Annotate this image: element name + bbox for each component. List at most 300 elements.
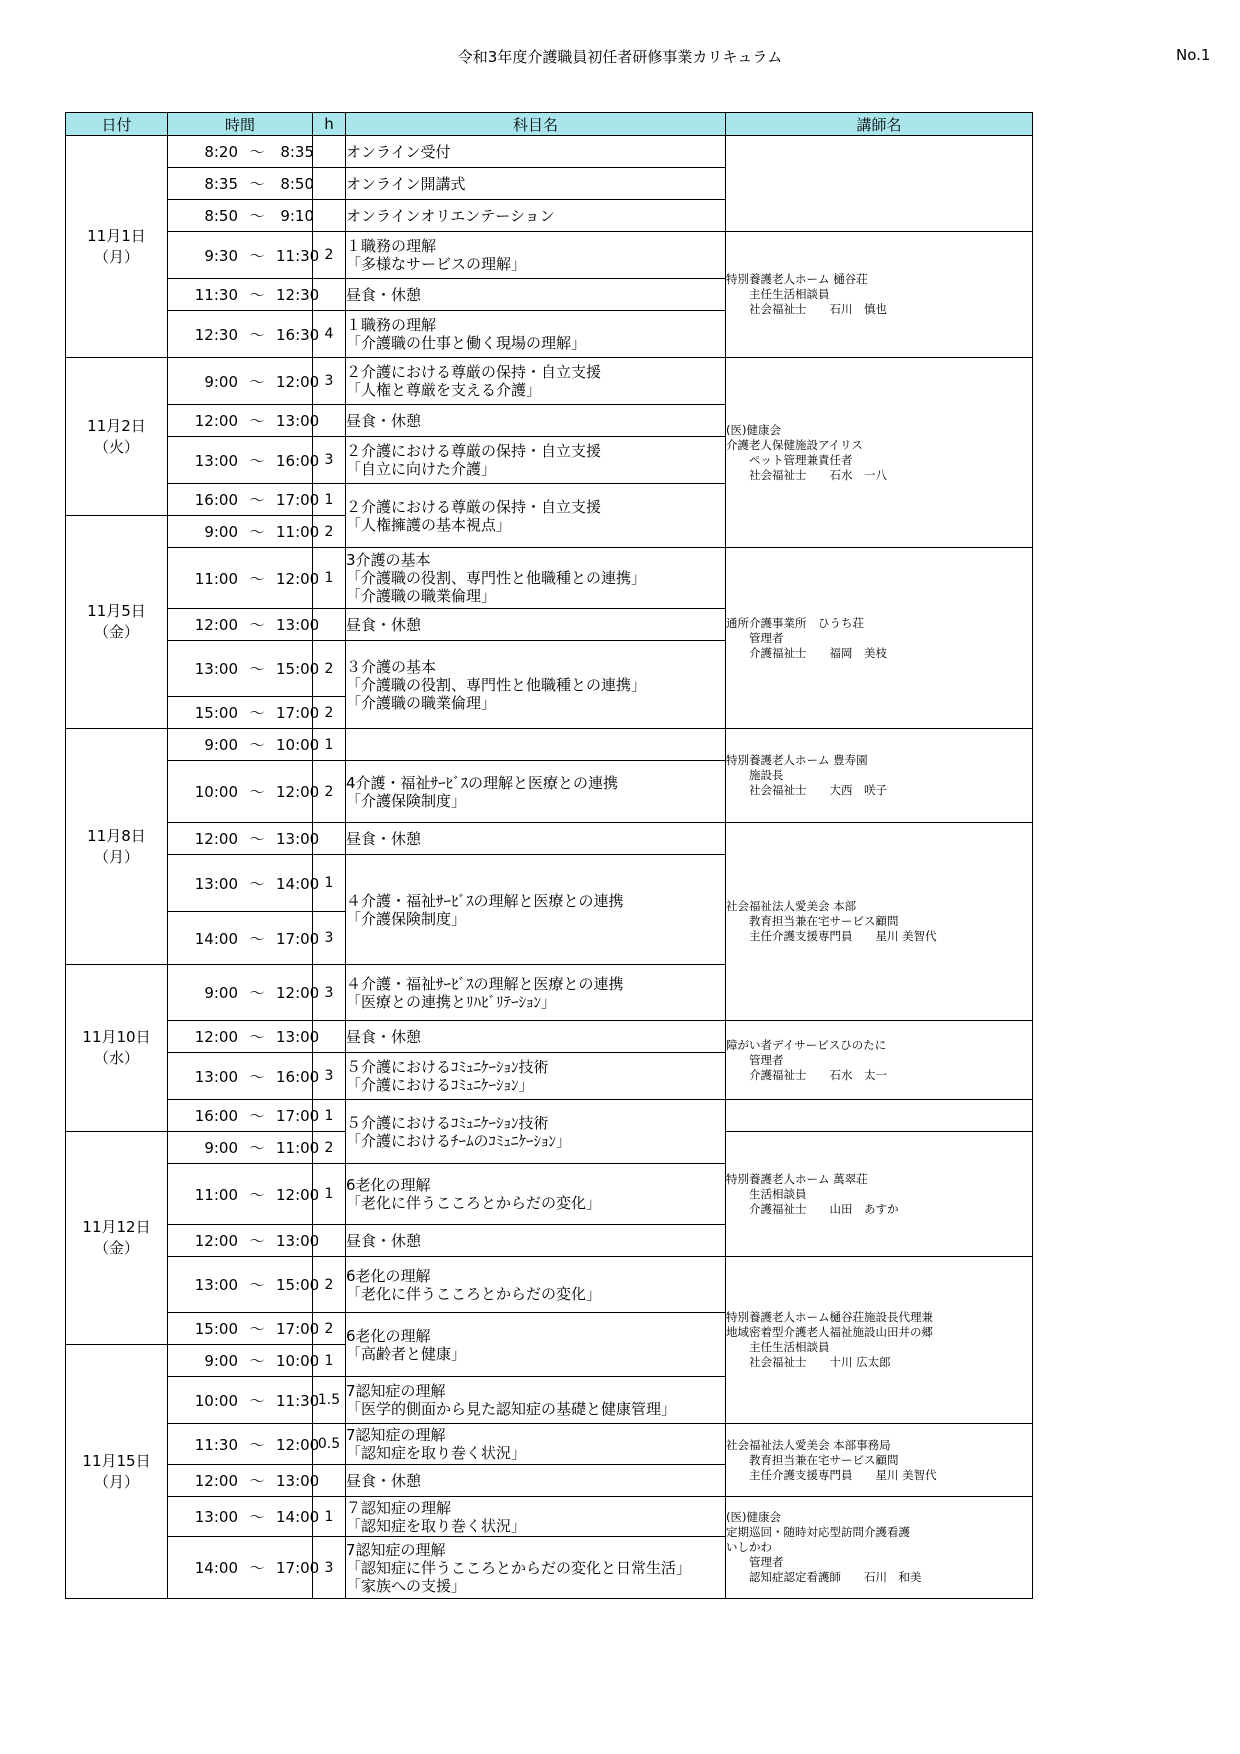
- table-row: [66, 1021, 1033, 1053]
- lecturer-line: 管理者: [726, 630, 784, 645]
- subject-line: 「認知症を取り巻く状況」: [346, 1444, 527, 1462]
- subject-line: 「介護保険制度」: [346, 791, 467, 810]
- time-end: 8:35: [280, 143, 314, 161]
- time-end: 13:00: [276, 830, 320, 848]
- subject-line: 「介護職の職業倫理」: [346, 693, 497, 712]
- time-separator: ～: [249, 736, 265, 754]
- page-number: No.1: [1176, 46, 1211, 64]
- time-cell: [168, 1132, 320, 1164]
- date-text: （月）: [93, 247, 139, 266]
- time-cell: [168, 1537, 320, 1599]
- subject-line: 「介護職の職業倫理」: [346, 587, 497, 605]
- subject-line: 「老化に伴うこころとからだの変化」: [346, 1194, 602, 1212]
- time-end: 13:00: [276, 412, 320, 430]
- subject-cell: [346, 358, 726, 405]
- curriculum-table: [65, 112, 1033, 1599]
- time-end: 13:00: [276, 1232, 320, 1250]
- time-cell: [168, 200, 313, 232]
- time-cell: [168, 729, 320, 761]
- hours-cell: 2: [313, 697, 346, 729]
- hours-cell: 2: [313, 1313, 346, 1345]
- lecturer-line: 教育担当兼在宅サービス顧問: [726, 1452, 899, 1467]
- time-separator: ～: [249, 246, 265, 265]
- lecturer-cell: [726, 232, 1033, 358]
- date-text: 11月10日: [82, 1028, 151, 1046]
- lecturer-line: (医)健康会: [726, 422, 781, 437]
- hours-cell: 1: [313, 484, 346, 516]
- time-start: 12:00: [194, 1028, 238, 1046]
- table-row: [66, 1497, 1033, 1537]
- time-start: 16:00: [194, 491, 238, 509]
- time-cell: [168, 1164, 320, 1225]
- time-separator: ～: [249, 1139, 265, 1157]
- subject-cell: [346, 1100, 726, 1164]
- subject-line: 「老化に伴うこころとからだの変化」: [346, 1284, 602, 1303]
- time-start: 12:00: [194, 830, 238, 848]
- time-cell: [168, 1257, 320, 1313]
- time-cell: [168, 168, 313, 200]
- time-separator: ～: [249, 616, 265, 634]
- date-text: （水）: [93, 1049, 139, 1067]
- lecturer-cell: [726, 1257, 1033, 1424]
- date-text: 11月1日: [87, 226, 146, 245]
- lecturer-line: 介護老人保健施設アイリス: [726, 437, 863, 452]
- lecturer-line: 施設長: [726, 768, 784, 782]
- time-start: 11:30: [194, 286, 238, 304]
- time-separator: ～: [249, 451, 265, 470]
- time-cell: [168, 405, 320, 437]
- hours-cell: 2: [313, 516, 346, 548]
- time-start: 8:35: [204, 175, 238, 193]
- subject-cell: [346, 641, 726, 729]
- time-separator: ～: [249, 984, 265, 1002]
- subject-line: 昼食・休憩: [346, 1231, 422, 1250]
- time-separator: ～: [249, 207, 265, 225]
- lecturer-line: 特別養護老人ホーム樋谷荘施設長代理兼: [726, 1310, 933, 1324]
- hours-cell: 4: [313, 311, 346, 358]
- lecturer-cell: [726, 1497, 1033, 1599]
- header-lecturer: 講師名: [726, 113, 1033, 136]
- time-end: 12:30: [276, 286, 320, 304]
- lecturer-line: 生活相談員: [726, 1186, 807, 1201]
- time-end: 16:30: [276, 325, 320, 344]
- date-text: （金）: [93, 1239, 139, 1257]
- date-text: 11月8日: [87, 826, 146, 845]
- table-row: [66, 823, 1033, 855]
- subject-line: オンライン受付: [346, 142, 451, 161]
- time-cell: [168, 1424, 320, 1465]
- subject-line: 7認知症の理解: [346, 1540, 446, 1559]
- hours-cell: 3: [313, 912, 346, 965]
- time-cell: [168, 641, 320, 697]
- time-cell: [168, 516, 320, 548]
- lecturer-line: いしかわ: [726, 1540, 772, 1554]
- time-separator: ～: [249, 175, 265, 193]
- time-start: 12:00: [194, 616, 238, 634]
- lecturer-line: 通所介護事業所 ひうち荘: [726, 615, 864, 630]
- lecturer-cell: [726, 729, 1033, 823]
- subject-line: 「介護職の役割、専門性と他職種との連携」: [346, 675, 647, 694]
- subject-cell: [346, 1257, 726, 1313]
- lecturer-line: 教育担当兼在宅サービス顧問: [726, 914, 899, 928]
- time-cell: [168, 232, 320, 279]
- time-end: 12:00: [276, 1185, 320, 1204]
- time-end: 13:00: [276, 1028, 320, 1046]
- time-start: 9:00: [204, 736, 238, 754]
- time-separator: ～: [249, 704, 265, 722]
- subject-cell: [346, 311, 726, 358]
- subject-line: オンライン開講式: [346, 174, 466, 193]
- time-separator: ～: [249, 412, 265, 430]
- lecturer-line: 社会福祉士 十川 広太郎: [726, 1355, 891, 1369]
- subject-line: オンラインオリエンテーション: [346, 206, 555, 225]
- hours-cell: [313, 168, 346, 200]
- time-end: 17:00: [276, 704, 320, 722]
- subject-cell: [346, 1164, 726, 1225]
- subject-line: 「医療との連携とﾘﾊﾋﾞﾘﾃｰｼｮﾝ」: [346, 992, 557, 1011]
- lecturer-cell: [726, 1100, 1033, 1132]
- time-cell: [168, 761, 320, 823]
- hours-cell: [313, 136, 346, 168]
- subject-line: 6老化の理解: [346, 1176, 431, 1194]
- time-start: 12:00: [194, 412, 238, 430]
- lecturer-cell: [726, 1132, 1033, 1257]
- date-cell: [66, 136, 168, 358]
- time-start: 11:00: [194, 1185, 238, 1204]
- table-row: [66, 358, 1033, 405]
- date-text: （月）: [93, 1472, 139, 1491]
- time-cell: [168, 1021, 320, 1053]
- time-end: 17:00: [276, 929, 320, 948]
- time-separator: ～: [249, 523, 265, 541]
- time-start: 13:00: [194, 874, 238, 893]
- lecturer-line: (医)健康会: [726, 1510, 781, 1524]
- subject-line: 「人権と尊厳を支える介護」: [346, 381, 542, 399]
- lecturer-line: 主任介護支援専門員 星川 美智代: [726, 929, 937, 943]
- lecturer-line: 認知症認定看護師 石川 和美: [726, 1570, 922, 1584]
- date-cell: [66, 1132, 168, 1345]
- lecturer-cell: [726, 358, 1033, 548]
- time-start: 12:00: [194, 1472, 238, 1490]
- time-start: 14:00: [194, 1559, 238, 1577]
- subject-cell: [346, 1021, 726, 1053]
- subject-line: ５介護におけるｺﾐｭﾆｹｰｼｮﾝ技術: [346, 1113, 549, 1132]
- subject-cell: [346, 1377, 726, 1424]
- lecturer-cell: [726, 823, 1033, 1021]
- date-cell: [66, 965, 168, 1132]
- time-start: 9:30: [204, 246, 238, 265]
- date-text: 11月15日: [82, 1451, 151, 1470]
- hours-cell: 1: [313, 1345, 346, 1377]
- hours-cell: [313, 200, 346, 232]
- subject-line: 7認知症の理解: [346, 1426, 446, 1444]
- time-cell: [168, 965, 320, 1021]
- time-cell: [168, 484, 320, 516]
- time-end: 10:00: [276, 1352, 320, 1370]
- lecturer-line: 障がい者デイサービスひのたに: [726, 1037, 887, 1052]
- time-start: 11:00: [194, 569, 238, 588]
- subject-cell: [346, 1313, 726, 1377]
- date-text: 11月5日: [87, 602, 146, 620]
- subject-cell: [346, 437, 726, 484]
- subject-cell: [346, 232, 726, 279]
- time-cell: [168, 1100, 320, 1132]
- hours-cell: 1: [313, 1164, 346, 1225]
- time-cell: [168, 609, 320, 641]
- subject-line: ３介護の基本: [346, 657, 437, 676]
- lecturer-line: 主任生活相談員: [726, 287, 830, 301]
- time-end: 14:00: [276, 1508, 320, 1526]
- lecturer-line: 主任介護支援専門員 星川 美智代: [726, 1467, 937, 1482]
- subject-line: 「介護職の役割、専門性と他職種との連携」: [346, 569, 647, 587]
- time-start: 9:00: [204, 1352, 238, 1370]
- date-text: （月）: [93, 847, 139, 866]
- time-start: 12:00: [194, 1232, 238, 1250]
- time-separator: ～: [249, 1067, 265, 1086]
- time-start: 9:00: [204, 984, 238, 1002]
- subject-line: ２介護における尊厳の保持・自立支援: [346, 497, 602, 516]
- time-cell: [168, 1377, 320, 1424]
- subject-cell: [346, 1225, 726, 1257]
- time-end: 11:00: [276, 523, 320, 541]
- hours-cell: 2: [313, 232, 346, 279]
- table-row: [66, 1424, 1033, 1465]
- lecturer-line: 地域密着型介護老人福祉施設山田井の郷: [726, 1325, 933, 1339]
- subject-cell: [346, 609, 726, 641]
- subject-line: 6老化の理解: [346, 1326, 431, 1345]
- time-separator: ～: [249, 143, 265, 161]
- subject-line: 「多様なサービスの理解」: [346, 255, 527, 273]
- time-separator: ～: [249, 1107, 265, 1125]
- time-end: 11:00: [276, 1139, 320, 1157]
- lecturer-line: 社会福祉法人愛美会 本部: [726, 899, 857, 913]
- subject-line: 「介護におけるｺﾐｭﾆｹｰｼｮﾝ」: [346, 1076, 534, 1094]
- time-end: 13:00: [276, 616, 320, 634]
- date-cell: [66, 516, 168, 729]
- lecturer-line: 社会福祉士 石水 一八: [726, 467, 887, 482]
- time-end: 15:00: [276, 660, 320, 678]
- subject-cell: [346, 1465, 726, 1497]
- time-end: 17:00: [276, 1320, 320, 1338]
- time-end: 16:00: [276, 451, 320, 470]
- lecturer-line: 特別養護老人ホーム 萬翠荘: [726, 1171, 868, 1186]
- time-start: 13:00: [194, 1067, 238, 1086]
- subject-line: 昼食・休憩: [346, 829, 422, 848]
- time-start: 8:20: [204, 143, 238, 161]
- subject-line: ２介護における尊厳の保持・自立支援: [346, 442, 602, 460]
- time-separator: ～: [249, 286, 265, 304]
- subject-line: １職務の理解: [346, 237, 437, 255]
- subject-line: 「自立に向けた介護」: [346, 460, 497, 478]
- time-end: 15:00: [276, 1276, 320, 1294]
- time-separator: ～: [249, 325, 265, 344]
- table-row: [66, 232, 1033, 279]
- time-end: 12:00: [276, 984, 320, 1002]
- time-start: 13:00: [194, 1508, 238, 1526]
- lecturer-line: 特別養護老人ホーム 樋谷荘: [726, 272, 868, 286]
- lecturer-line: ペット管理兼責任者: [726, 452, 853, 467]
- subject-cell: [346, 729, 726, 761]
- time-separator: ～: [249, 830, 265, 848]
- time-cell: [168, 912, 320, 965]
- time-end: 12:00: [276, 372, 320, 391]
- subject-line: 昼食・休憩: [346, 1027, 422, 1046]
- time-cell: [168, 358, 320, 405]
- subject-line: 6老化の理解: [346, 1266, 431, 1285]
- header-row: [66, 113, 1033, 136]
- date-text: 11月2日: [87, 416, 146, 435]
- lecturer-line: 社会福祉法人愛美会 本部事務局: [726, 1437, 891, 1452]
- time-start: 9:00: [204, 523, 238, 541]
- subject-line: ２介護における尊厳の保持・自立支援: [346, 363, 602, 381]
- subject-line: 「介護職の仕事と働く現場の理解」: [346, 334, 587, 352]
- lecturer-line: 介護福祉士 石水 太一: [726, 1067, 887, 1082]
- lecturer-line: 社会福祉士 大西 咲子: [726, 783, 887, 797]
- time-cell: [168, 279, 320, 311]
- subject-line: 7認知症の理解: [346, 1382, 446, 1400]
- subject-cell: [346, 761, 726, 823]
- subject-cell: [346, 484, 726, 548]
- time-start: 9:00: [204, 372, 238, 391]
- time-start: 13:00: [194, 451, 238, 470]
- table-row: [66, 729, 1033, 761]
- hours-cell: 3: [313, 1537, 346, 1599]
- subject-line: １職務の理解: [346, 316, 437, 334]
- subject-line: 昼食・休憩: [346, 285, 422, 304]
- time-start: 14:00: [194, 929, 238, 948]
- time-end: 17:00: [276, 1107, 320, 1125]
- header-hours: h: [313, 113, 346, 136]
- subject-cell: [346, 1424, 726, 1465]
- date-cell: [66, 358, 168, 516]
- hours-cell: 1: [313, 1497, 346, 1537]
- page-title: 令和3年度介護職員初任者研修事業カリキュラム: [457, 48, 783, 66]
- subject-cell: [346, 405, 726, 437]
- hours-cell: 3: [313, 437, 346, 484]
- hours-cell: 1: [313, 729, 346, 761]
- lecturer-line: 特別養護老人ホーム 豊寿園: [726, 753, 868, 767]
- time-separator: ～: [249, 1352, 265, 1370]
- hours-cell: 3: [313, 358, 346, 405]
- subject-line: 4介護・福祉ｻｰﾋﾞｽの理解と医療との連携: [346, 773, 619, 792]
- time-cell: [168, 1465, 320, 1497]
- subject-cell: [346, 1497, 726, 1537]
- time-separator: ～: [249, 1185, 265, 1204]
- header-time: 時間: [168, 113, 313, 136]
- time-separator: ～: [249, 1435, 265, 1454]
- time-start: 8:50: [204, 207, 238, 225]
- subject-cell: [346, 855, 726, 965]
- lecturer-line: 主任生活相談員: [726, 1340, 830, 1354]
- hours-cell: 2: [313, 1132, 346, 1164]
- time-cell: [168, 1497, 320, 1537]
- hours-cell: 1: [313, 548, 346, 609]
- subject-line: 3介護の基本: [346, 551, 431, 569]
- time-start: 16:00: [194, 1107, 238, 1125]
- time-start: 13:00: [194, 660, 238, 678]
- subject-line: 「介護におけるﾁｰﾑのｺﾐｭﾆｹｰｼｮﾝ」: [346, 1131, 572, 1150]
- subject-line: 「家族への支援」: [346, 1576, 467, 1595]
- time-start: 12:30: [194, 325, 238, 344]
- lecturer-cell: [726, 1424, 1033, 1497]
- subject-line: ４介護・福祉ｻｰﾋﾞｽの理解と医療との連携: [346, 974, 624, 993]
- subject-cell: [346, 965, 726, 1021]
- time-end: 17:00: [276, 1559, 320, 1577]
- time-cell: [168, 697, 320, 729]
- time-separator: ～: [249, 1276, 265, 1294]
- date-text: （火）: [93, 437, 139, 456]
- subject-cell: [346, 200, 726, 232]
- subject-line: 「認知症を取り巻く状況」: [346, 1516, 527, 1535]
- time-end: 11:30: [276, 246, 320, 265]
- time-start: 15:00: [194, 1320, 238, 1338]
- header-subject: 科目名: [346, 113, 726, 136]
- time-separator: ～: [249, 1028, 265, 1046]
- subject-cell: [346, 168, 726, 200]
- subject-cell: [346, 1537, 726, 1599]
- date-cell: [66, 1345, 168, 1599]
- time-start: 11:30: [194, 1435, 238, 1454]
- hours-cell: 1.5: [313, 1377, 346, 1424]
- subject-line: 昼食・休憩: [346, 1471, 422, 1490]
- time-end: 14:00: [276, 874, 320, 893]
- time-separator: ～: [249, 1320, 265, 1338]
- table-row: [66, 136, 1033, 168]
- time-end: 11:30: [276, 1391, 320, 1410]
- time-separator: ～: [249, 1559, 265, 1577]
- date-text: 11月12日: [82, 1218, 151, 1236]
- time-separator: ～: [249, 372, 265, 391]
- time-end: 16:00: [276, 1067, 320, 1086]
- lecturer-line: 介護福祉士 山田 あすか: [726, 1201, 899, 1216]
- time-start: 13:00: [194, 1276, 238, 1294]
- hours-cell: 2: [313, 641, 346, 697]
- subject-cell: [346, 1053, 726, 1100]
- time-separator: ～: [249, 783, 265, 801]
- time-end: 12:00: [276, 1435, 320, 1454]
- time-cell: [168, 1053, 320, 1100]
- time-end: 17:00: [276, 491, 320, 509]
- time-separator: ～: [249, 874, 265, 893]
- hours-cell: 1: [313, 855, 346, 912]
- time-separator: ～: [249, 1508, 265, 1526]
- subject-line: 「認知症に伴うこころとからだの変化と日常生活」: [346, 1558, 692, 1577]
- subject-line: ７認知症の理解: [346, 1498, 452, 1517]
- time-separator: ～: [249, 1232, 265, 1250]
- time-end: 12:00: [276, 783, 320, 801]
- date-text: （金）: [93, 623, 139, 641]
- subject-line: 昼食・休憩: [346, 615, 422, 634]
- time-cell: [168, 855, 320, 912]
- time-separator: ～: [249, 660, 265, 678]
- subject-cell: [346, 823, 726, 855]
- hours-cell: 1: [313, 1100, 346, 1132]
- hours-cell: 0.5: [313, 1424, 346, 1465]
- time-start: 10:00: [194, 783, 238, 801]
- subject-line: 昼食・休憩: [346, 411, 422, 430]
- time-separator: ～: [249, 491, 265, 509]
- table-row: [66, 548, 1033, 609]
- time-cell: [168, 1345, 320, 1377]
- hours-cell: 2: [313, 761, 346, 823]
- time-end: 13:00: [276, 1472, 320, 1490]
- subject-line: 「介護保険制度」: [346, 909, 467, 928]
- time-cell: [168, 1313, 320, 1345]
- time-cell: [168, 311, 320, 358]
- lecturer-line: 管理者: [726, 1555, 784, 1569]
- time-separator: ～: [249, 1472, 265, 1490]
- lecturer-line: 社会福祉士 石川 慎也: [726, 302, 887, 316]
